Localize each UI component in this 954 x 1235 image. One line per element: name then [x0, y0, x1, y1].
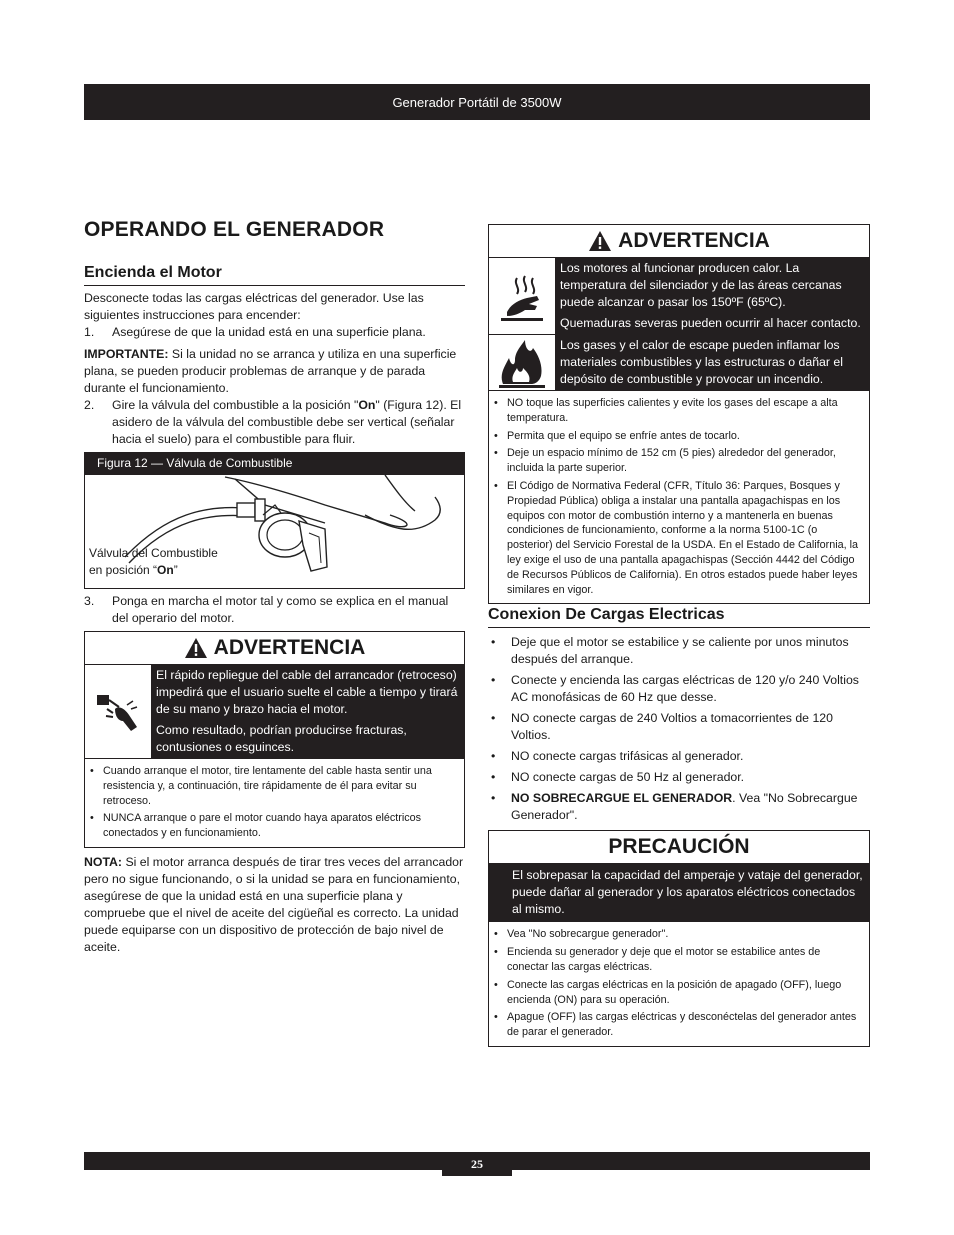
- step-3: [84, 593, 465, 627]
- section-title: OPERANDO EL GENERADOR: [84, 218, 385, 241]
- important-text: Si la unidad no se arranca y utiliza en una superficie plana, se pueden producir problemas de arranque y de parada durante el funcionamiento.: [84, 347, 457, 395]
- list-item: • NO conecte cargas de 240 Voltios a tomacorrientes de 120 Voltios.: [511, 710, 870, 744]
- list-item: • Conecte y encienda las cargas eléctricas de 120 y/o 240 Voltios AC monofásicas de 60 Hz que desse.: [511, 672, 870, 706]
- left-column: [84, 218, 465, 956]
- callout-text-part: ”: [173, 563, 178, 577]
- step-text: Ponga en marcha el motor tal y como se explica en el manual del operario del motor.: [112, 594, 449, 625]
- bullet-item: • El Código de Normativa Federal (CFR, Título 36: Parques, Bosques y Propiedad Pública) obliga a instalar una pantalla apagachispas en los equipos con motor de combustión interno y a mantenerla en buenas condiciones de funcionamiento, conforme a la norma 5100-1C (o posterior) del Servicio Forestal de la USDA. En el Estado de California, la ley exige el uso de una pantalla apagachispas (Sección 4442 del Código de Recursos Públicos de California). En otros estados puede haber leyes similares en vigor.: [507, 479, 863, 597]
- no-overload-text: . Vea "No Sobrecargue Generador".: [511, 791, 858, 823]
- step-1: [84, 324, 465, 341]
- intro-paragraph: Desconecte todas las cargas eléctricas del generador. Use las siguientes instrucciones para encender:: [84, 291, 424, 322]
- fire-hazard-row: [489, 335, 869, 391]
- recoil-hazard-row: [85, 665, 464, 759]
- caution-title: PRECAUCIÓN: [489, 831, 869, 864]
- right-column: [488, 224, 870, 1047]
- hazard-paragraph: Los gases y el calor de escape pueden inflamar los materiales combustibles y las estructuras o dañar el depósito de combustible y provocar un incendio.: [560, 338, 843, 386]
- hot-surface-icon: [497, 268, 547, 324]
- hazard-paragraph: Quemaduras severas pueden ocurrir al hacer contacto.: [560, 316, 861, 330]
- fire-hazard-icon: [489, 335, 556, 390]
- step-number: 2.: [84, 398, 95, 412]
- hand-recoil-icon: [93, 687, 143, 737]
- bullet-item: • Encienda su generador y deje que el motor se estabilice antes de conectar las cargas eléctricas.: [507, 945, 863, 975]
- warning-title-text: ADVERTENCIA: [213, 636, 366, 659]
- caution-text: El sobrepasar la capacidad del amperaje y vataje del generador, puede dañar al generador y los aparatos eléctricos conectados al mismo.: [489, 864, 869, 922]
- no-overload-label: NO SOBRECARGUE EL GENERADOR: [511, 791, 733, 806]
- callout-line-1: Válvula del Combustible: [89, 546, 218, 560]
- figure-caption: Figura 12 — Válvula de Combustible: [85, 453, 464, 475]
- warning-title: [85, 632, 464, 665]
- hot-surface-hazard-icon: [489, 258, 556, 334]
- bullet-item: • NO toque las superficies calientes y evite los gases del escape a alta temperatura.: [507, 396, 863, 426]
- bullet-item: • NUNCA arranque o pare el motor cuando haya aparatos eléctricos conectados y en funcionamiento.: [103, 811, 458, 841]
- step-text-part: Gire la válvula del combustible a la posición ": [112, 398, 359, 412]
- recoil-warning-bullets: [85, 759, 464, 847]
- note-label: NOTA:: [84, 854, 123, 869]
- note-paragraph: [84, 854, 465, 956]
- hazard-paragraph: Como resultado, podrían producirse fracturas, contusiones o esguinces.: [156, 723, 407, 754]
- list-item: [511, 790, 870, 824]
- hot-surface-hazard-text: [556, 258, 869, 334]
- bullet-item: • Vea "No sobrecargue generador".: [507, 927, 863, 942]
- list-item: • NO conecte cargas trifásicas al generador.: [511, 748, 870, 765]
- heat-warning-bullets: [489, 391, 869, 603]
- bullet-item: • Permita que el equipo se enfríe antes de tocarlo.: [507, 429, 863, 444]
- list-item: • NO conecte cargas de 50 Hz al generador.: [511, 769, 870, 786]
- step-number: 1.: [84, 325, 95, 339]
- on-label: On: [358, 398, 376, 412]
- header-title: Generador Portátil de 3500W: [392, 94, 562, 110]
- callout-line-2: [89, 562, 218, 579]
- figure-illustration: [85, 475, 464, 588]
- connect-loads-list: [488, 634, 870, 824]
- hazard-paragraph: Los motores al funcionar producen calor. La temperatura del silenciador y de las áreas cercanas puede alcanzar o pasar los 150ºF (65ºC).: [560, 261, 842, 309]
- important-paragraph: [84, 346, 465, 397]
- note-text: Si el motor arranca después de tirar tres veces del arrancador pero no sigue funcionando, o si la unidad se para en funcionamiento, asegúrese de que la unidad está en una superficie plana y compruebe que el nivel de aceite del cigüeñal es correcto. La unidad puede equiparse con un dispositivo de protección de bajo nivel de aceite.: [84, 854, 464, 954]
- page-number: 25: [442, 1152, 512, 1176]
- subsection-title: Encienda el Motor: [84, 264, 465, 286]
- step-2: [84, 397, 465, 448]
- important-label: IMPORTANTE:: [84, 347, 169, 361]
- header-bar: [84, 84, 870, 120]
- fire-icon: [495, 336, 549, 390]
- recoil-warning-box: [84, 631, 465, 848]
- warning-triangle-icon: [588, 230, 612, 252]
- hazard-paragraph: El rápido repliegue del cable del arrancador (retroceso) impedirá que el usuario suelte el cable a tiempo y tirará de su mano y brazo hacia el motor.: [156, 668, 458, 716]
- warning-title-text: ADVERTENCIA: [618, 229, 770, 252]
- bullet-item: • Deje un espacio mínimo de 152 cm (5 pies) alrededor del generador, incluida la parte superior.: [507, 446, 863, 476]
- recoil-hazard-icon: [85, 665, 152, 758]
- step-text: [112, 397, 465, 448]
- recoil-hazard-text: [152, 665, 464, 758]
- figure-12: [84, 452, 465, 589]
- fire-hazard-text: [556, 335, 869, 390]
- callout-text-part: en posición “: [89, 563, 158, 577]
- step-text: Asegúrese de que la unidad está en una superficie plana.: [112, 325, 426, 339]
- bullet-item: • Apague (OFF) las cargas eléctricas y desconéctelas del generador antes de parar el generador.: [507, 1010, 863, 1040]
- list-item: • Deje que el motor se estabilice y se caliente por unos minutos después del arranque.: [511, 634, 870, 668]
- bullet-item: • Conecte las cargas eléctricas en la posición de apagado (OFF), luego encienda (ON) para su operación.: [507, 978, 863, 1008]
- step-number: 3.: [84, 594, 95, 608]
- connect-loads-title: Conexion De Cargas Electricas: [488, 606, 870, 628]
- callout-on-label: On: [157, 563, 174, 577]
- caution-bullets: [489, 922, 869, 1046]
- warning-triangle-icon: [184, 637, 208, 659]
- step-text-part: " (Figura 12). El asidero de la válvula del combustible debe ser vertical (señalar hacia el suelo) para el combustible para fluir.: [112, 398, 462, 446]
- heat-warning-box: [488, 224, 870, 604]
- figure-callout: [89, 545, 218, 579]
- hot-surface-hazard-row: [489, 258, 869, 335]
- caution-box: [488, 830, 870, 1047]
- bullet-item: • Cuando arranque el motor, tire lentamente del cable hasta sentir una resistencia y, a continuación, tire rápidamente de él para evitar su retroceso.: [103, 764, 458, 808]
- warning-title: [489, 225, 869, 258]
